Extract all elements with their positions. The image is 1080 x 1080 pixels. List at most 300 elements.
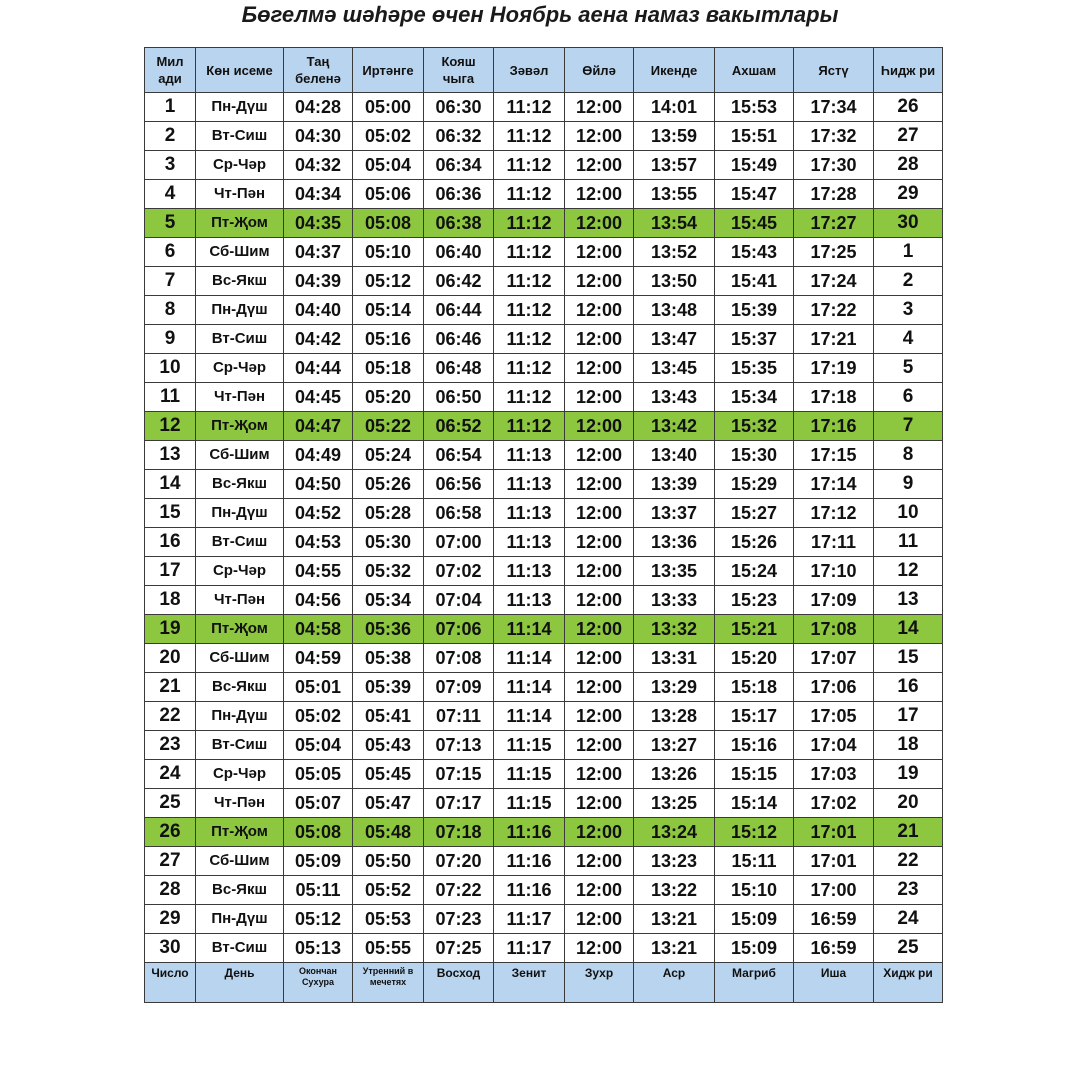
maghrib-time: 15:16 — [715, 731, 794, 760]
morning-prayer-time: 05:06 — [353, 180, 424, 209]
maghrib-time: 15:20 — [715, 644, 794, 673]
hijri-day: 10 — [874, 499, 943, 528]
table-footer-row — [145, 963, 943, 1003]
dhuhr-time: 12:00 — [565, 615, 634, 644]
isha-time: 17:22 — [794, 296, 874, 325]
day-number: 1 — [145, 93, 196, 122]
dhuhr-time: 12:00 — [565, 731, 634, 760]
hijri-day: 6 — [874, 383, 943, 412]
hijri-day: 26 — [874, 93, 943, 122]
sunrise-time: 06:36 — [424, 180, 494, 209]
asr-time: 13:55 — [634, 180, 715, 209]
day-number: 20 — [145, 644, 196, 673]
sunrise-time: 06:56 — [424, 470, 494, 499]
zenith-time: 11:12 — [494, 325, 565, 354]
sunrise-time: 06:52 — [424, 412, 494, 441]
table-body — [145, 93, 943, 963]
morning-prayer-time: 05:43 — [353, 731, 424, 760]
dhuhr-time: 12:00 — [565, 470, 634, 499]
day-number: 30 — [145, 934, 196, 963]
footer-cell: Восход — [424, 963, 494, 1003]
hijri-day: 9 — [874, 470, 943, 499]
day-name: Вс-Якш — [196, 267, 284, 296]
table-row — [145, 151, 943, 180]
table-row — [145, 847, 943, 876]
dhuhr-time: 12:00 — [565, 383, 634, 412]
sahur-end-time: 05:02 — [284, 702, 353, 731]
table-row — [145, 180, 943, 209]
maghrib-time: 15:23 — [715, 586, 794, 615]
sahur-end-time: 05:11 — [284, 876, 353, 905]
asr-time: 13:22 — [634, 876, 715, 905]
isha-time: 17:27 — [794, 209, 874, 238]
day-number: 17 — [145, 557, 196, 586]
dhuhr-time: 12:00 — [565, 296, 634, 325]
maghrib-time: 15:45 — [715, 209, 794, 238]
isha-time: 17:18 — [794, 383, 874, 412]
sunrise-time: 07:23 — [424, 905, 494, 934]
isha-time: 17:34 — [794, 93, 874, 122]
sahur-end-time: 05:08 — [284, 818, 353, 847]
maghrib-time: 15:09 — [715, 905, 794, 934]
asr-time: 13:43 — [634, 383, 715, 412]
prayer-times-table — [144, 47, 943, 1003]
hijri-day: 19 — [874, 760, 943, 789]
dhuhr-time: 12:00 — [565, 528, 634, 557]
day-number: 15 — [145, 499, 196, 528]
sahur-end-time: 04:47 — [284, 412, 353, 441]
maghrib-time: 15:41 — [715, 267, 794, 296]
dhuhr-time: 12:00 — [565, 644, 634, 673]
footer-cell: Магриб — [715, 963, 794, 1003]
isha-time: 17:10 — [794, 557, 874, 586]
sahur-end-time: 04:30 — [284, 122, 353, 151]
sahur-end-time: 04:28 — [284, 93, 353, 122]
asr-time: 13:37 — [634, 499, 715, 528]
day-number: 6 — [145, 238, 196, 267]
asr-time: 13:21 — [634, 905, 715, 934]
sahur-end-time: 04:44 — [284, 354, 353, 383]
asr-time: 13:50 — [634, 267, 715, 296]
hijri-day: 11 — [874, 528, 943, 557]
zenith-time: 11:15 — [494, 760, 565, 789]
sunrise-time: 07:25 — [424, 934, 494, 963]
zenith-time: 11:14 — [494, 702, 565, 731]
zenith-time: 11:16 — [494, 818, 565, 847]
table-row — [145, 557, 943, 586]
header-cell: Иртәнге — [353, 48, 424, 93]
table-row — [145, 122, 943, 151]
hijri-day: 2 — [874, 267, 943, 296]
zenith-time: 11:14 — [494, 615, 565, 644]
table-row — [145, 209, 943, 238]
isha-time: 17:01 — [794, 818, 874, 847]
sahur-end-time: 04:39 — [284, 267, 353, 296]
day-name: Пн-Дүш — [196, 93, 284, 122]
sunrise-time: 06:42 — [424, 267, 494, 296]
morning-prayer-time: 05:10 — [353, 238, 424, 267]
morning-prayer-time: 05:00 — [353, 93, 424, 122]
zenith-time: 11:17 — [494, 905, 565, 934]
footer-cell: Зухр — [565, 963, 634, 1003]
table-row — [145, 238, 943, 267]
sunrise-time: 06:40 — [424, 238, 494, 267]
day-number: 9 — [145, 325, 196, 354]
sunrise-time: 07:17 — [424, 789, 494, 818]
isha-time: 17:32 — [794, 122, 874, 151]
day-name: Вт-Сиш — [196, 731, 284, 760]
header-cell: Кояш чыга — [424, 48, 494, 93]
morning-prayer-time: 05:22 — [353, 412, 424, 441]
maghrib-time: 15:24 — [715, 557, 794, 586]
day-name: Пт-Җом — [196, 209, 284, 238]
maghrib-time: 15:12 — [715, 818, 794, 847]
day-number: 26 — [145, 818, 196, 847]
day-name: Сб-Шим — [196, 644, 284, 673]
dhuhr-time: 12:00 — [565, 557, 634, 586]
sunrise-time: 06:50 — [424, 383, 494, 412]
zenith-time: 11:13 — [494, 499, 565, 528]
isha-time: 16:59 — [794, 905, 874, 934]
header-cell: Ахшам — [715, 48, 794, 93]
table-row — [145, 499, 943, 528]
header-cell: Өйлә — [565, 48, 634, 93]
day-name: Пт-Җом — [196, 412, 284, 441]
sunrise-time: 07:00 — [424, 528, 494, 557]
sunrise-time: 07:11 — [424, 702, 494, 731]
morning-prayer-time: 05:24 — [353, 441, 424, 470]
zenith-time: 11:12 — [494, 122, 565, 151]
asr-time: 13:31 — [634, 644, 715, 673]
hijri-day: 1 — [874, 238, 943, 267]
asr-time: 13:35 — [634, 557, 715, 586]
maghrib-time: 15:34 — [715, 383, 794, 412]
sahur-end-time: 04:37 — [284, 238, 353, 267]
sunrise-time: 06:58 — [424, 499, 494, 528]
day-number: 10 — [145, 354, 196, 383]
hijri-day: 8 — [874, 441, 943, 470]
day-name: Сб-Шим — [196, 441, 284, 470]
zenith-time: 11:13 — [494, 586, 565, 615]
morning-prayer-time: 05:52 — [353, 876, 424, 905]
isha-time: 17:28 — [794, 180, 874, 209]
day-name: Вс-Якш — [196, 470, 284, 499]
day-name: Чт-Пән — [196, 180, 284, 209]
isha-time: 17:24 — [794, 267, 874, 296]
day-name: Пн-Дүш — [196, 702, 284, 731]
morning-prayer-time: 05:48 — [353, 818, 424, 847]
hijri-day: 12 — [874, 557, 943, 586]
day-name: Ср-Чәр — [196, 760, 284, 789]
morning-prayer-time: 05:38 — [353, 644, 424, 673]
isha-time: 17:15 — [794, 441, 874, 470]
morning-prayer-time: 05:34 — [353, 586, 424, 615]
maghrib-time: 15:10 — [715, 876, 794, 905]
isha-time: 17:09 — [794, 586, 874, 615]
asr-time: 13:23 — [634, 847, 715, 876]
sunrise-time: 06:44 — [424, 296, 494, 325]
maghrib-time: 15:15 — [715, 760, 794, 789]
sahur-end-time: 04:53 — [284, 528, 353, 557]
asr-time: 13:52 — [634, 238, 715, 267]
asr-time: 13:24 — [634, 818, 715, 847]
day-number: 12 — [145, 412, 196, 441]
hijri-day: 21 — [874, 818, 943, 847]
morning-prayer-time: 05:32 — [353, 557, 424, 586]
dhuhr-time: 12:00 — [565, 180, 634, 209]
hijri-day: 14 — [874, 615, 943, 644]
dhuhr-time: 12:00 — [565, 789, 634, 818]
dhuhr-time: 12:00 — [565, 934, 634, 963]
dhuhr-time: 12:00 — [565, 499, 634, 528]
sahur-end-time: 04:34 — [284, 180, 353, 209]
morning-prayer-time: 05:55 — [353, 934, 424, 963]
sunrise-time: 06:38 — [424, 209, 494, 238]
table-row — [145, 934, 943, 963]
isha-time: 17:19 — [794, 354, 874, 383]
morning-prayer-time: 05:28 — [353, 499, 424, 528]
day-number: 11 — [145, 383, 196, 412]
isha-time: 17:25 — [794, 238, 874, 267]
table-row — [145, 325, 943, 354]
maghrib-time: 15:35 — [715, 354, 794, 383]
maghrib-time: 15:26 — [715, 528, 794, 557]
hijri-day: 18 — [874, 731, 943, 760]
hijri-day: 30 — [874, 209, 943, 238]
hijri-day: 4 — [874, 325, 943, 354]
table-row — [145, 412, 943, 441]
zenith-time: 11:12 — [494, 209, 565, 238]
zenith-time: 11:12 — [494, 267, 565, 296]
day-name: Вс-Якш — [196, 673, 284, 702]
isha-time: 17:06 — [794, 673, 874, 702]
footer-cell: Окончан Сухура — [284, 963, 353, 1003]
morning-prayer-time: 05:53 — [353, 905, 424, 934]
header-cell: Таң беленә — [284, 48, 353, 93]
maghrib-time: 15:53 — [715, 93, 794, 122]
morning-prayer-time: 05:08 — [353, 209, 424, 238]
asr-time: 13:28 — [634, 702, 715, 731]
day-number: 25 — [145, 789, 196, 818]
zenith-time: 11:13 — [494, 557, 565, 586]
day-name: Пт-Җом — [196, 615, 284, 644]
zenith-time: 11:13 — [494, 528, 565, 557]
zenith-time: 11:16 — [494, 847, 565, 876]
table-row — [145, 354, 943, 383]
maghrib-time: 15:43 — [715, 238, 794, 267]
footer-cell: Число — [145, 963, 196, 1003]
footer-cell: Утренний в мечетях — [353, 963, 424, 1003]
isha-time: 17:16 — [794, 412, 874, 441]
asr-time: 13:42 — [634, 412, 715, 441]
sahur-end-time: 05:01 — [284, 673, 353, 702]
isha-time: 17:02 — [794, 789, 874, 818]
maghrib-time: 15:21 — [715, 615, 794, 644]
day-number: 19 — [145, 615, 196, 644]
zenith-time: 11:14 — [494, 673, 565, 702]
table-row — [145, 441, 943, 470]
header-cell: Ястү — [794, 48, 874, 93]
footer-cell: Зенит — [494, 963, 565, 1003]
sunrise-time: 07:22 — [424, 876, 494, 905]
table-row — [145, 528, 943, 557]
zenith-time: 11:15 — [494, 789, 565, 818]
morning-prayer-time: 05:41 — [353, 702, 424, 731]
hijri-day: 17 — [874, 702, 943, 731]
table-row — [145, 296, 943, 325]
dhuhr-time: 12:00 — [565, 325, 634, 354]
table-row — [145, 905, 943, 934]
day-name: Ср-Чәр — [196, 151, 284, 180]
day-name: Сб-Шим — [196, 847, 284, 876]
header-cell: Зәвәл — [494, 48, 565, 93]
zenith-time: 11:12 — [494, 151, 565, 180]
dhuhr-time: 12:00 — [565, 876, 634, 905]
day-number: 2 — [145, 122, 196, 151]
hijri-day: 5 — [874, 354, 943, 383]
maghrib-time: 15:27 — [715, 499, 794, 528]
zenith-time: 11:17 — [494, 934, 565, 963]
maghrib-time: 15:51 — [715, 122, 794, 151]
table-row — [145, 93, 943, 122]
footer-cell: День — [196, 963, 284, 1003]
maghrib-time: 15:11 — [715, 847, 794, 876]
sahur-end-time: 05:13 — [284, 934, 353, 963]
sunrise-time: 06:30 — [424, 93, 494, 122]
dhuhr-time: 12:00 — [565, 905, 634, 934]
maghrib-time: 15:49 — [715, 151, 794, 180]
sunrise-time: 06:48 — [424, 354, 494, 383]
hijri-day: 3 — [874, 296, 943, 325]
sahur-end-time: 05:12 — [284, 905, 353, 934]
morning-prayer-time: 05:50 — [353, 847, 424, 876]
sunrise-time: 07:02 — [424, 557, 494, 586]
header-cell: Һидж ри — [874, 48, 943, 93]
zenith-time: 11:12 — [494, 354, 565, 383]
maghrib-time: 15:37 — [715, 325, 794, 354]
header-cell: Мил ади — [145, 48, 196, 93]
day-number: 16 — [145, 528, 196, 557]
isha-time: 17:12 — [794, 499, 874, 528]
dhuhr-time: 12:00 — [565, 702, 634, 731]
day-number: 8 — [145, 296, 196, 325]
hijri-day: 24 — [874, 905, 943, 934]
hijri-day: 28 — [874, 151, 943, 180]
page-title: Бөгелмә шәһәре өчен Ноябрь аена намаз вакытлары — [241, 2, 839, 27]
day-number: 13 — [145, 441, 196, 470]
day-number: 24 — [145, 760, 196, 789]
table-header-row — [145, 48, 943, 93]
sahur-end-time: 04:50 — [284, 470, 353, 499]
zenith-time: 11:12 — [494, 93, 565, 122]
table-row — [145, 673, 943, 702]
sahur-end-time: 04:42 — [284, 325, 353, 354]
dhuhr-time: 12:00 — [565, 209, 634, 238]
day-name: Вт-Сиш — [196, 528, 284, 557]
day-name: Вт-Сиш — [196, 122, 284, 151]
dhuhr-time: 12:00 — [565, 354, 634, 383]
morning-prayer-time: 05:16 — [353, 325, 424, 354]
maghrib-time: 15:47 — [715, 180, 794, 209]
day-name: Ср-Чәр — [196, 557, 284, 586]
hijri-day: 27 — [874, 122, 943, 151]
day-number: 21 — [145, 673, 196, 702]
isha-time: 17:05 — [794, 702, 874, 731]
asr-time: 13:59 — [634, 122, 715, 151]
hijri-day: 7 — [874, 412, 943, 441]
isha-time: 17:30 — [794, 151, 874, 180]
table-row — [145, 818, 943, 847]
asr-time: 13:27 — [634, 731, 715, 760]
dhuhr-time: 12:00 — [565, 760, 634, 789]
day-number: 29 — [145, 905, 196, 934]
sahur-end-time: 04:35 — [284, 209, 353, 238]
dhuhr-time: 12:00 — [565, 267, 634, 296]
dhuhr-time: 12:00 — [565, 122, 634, 151]
isha-time: 17:04 — [794, 731, 874, 760]
dhuhr-time: 12:00 — [565, 412, 634, 441]
day-name: Вс-Якш — [196, 876, 284, 905]
maghrib-time: 15:17 — [715, 702, 794, 731]
day-number: 5 — [145, 209, 196, 238]
day-name: Ср-Чәр — [196, 354, 284, 383]
sunrise-time: 06:46 — [424, 325, 494, 354]
maghrib-time: 15:39 — [715, 296, 794, 325]
morning-prayer-time: 05:39 — [353, 673, 424, 702]
dhuhr-time: 12:00 — [565, 151, 634, 180]
hijri-day: 13 — [874, 586, 943, 615]
sahur-end-time: 04:59 — [284, 644, 353, 673]
asr-time: 13:29 — [634, 673, 715, 702]
day-name: Чт-Пән — [196, 586, 284, 615]
dhuhr-time: 12:00 — [565, 93, 634, 122]
table-row — [145, 789, 943, 818]
isha-time: 17:07 — [794, 644, 874, 673]
day-name: Чт-Пән — [196, 789, 284, 818]
maghrib-time: 15:18 — [715, 673, 794, 702]
sunrise-time: 07:06 — [424, 615, 494, 644]
maghrib-time: 15:32 — [715, 412, 794, 441]
morning-prayer-time: 05:45 — [353, 760, 424, 789]
zenith-time: 11:12 — [494, 180, 565, 209]
sahur-end-time: 05:07 — [284, 789, 353, 818]
sunrise-time: 07:08 — [424, 644, 494, 673]
day-name: Пн-Дүш — [196, 499, 284, 528]
day-number: 27 — [145, 847, 196, 876]
zenith-time: 11:12 — [494, 296, 565, 325]
table-row — [145, 615, 943, 644]
sahur-end-time: 04:58 — [284, 615, 353, 644]
table-row — [145, 876, 943, 905]
zenith-time: 11:12 — [494, 238, 565, 267]
hijri-day: 23 — [874, 876, 943, 905]
asr-time: 13:25 — [634, 789, 715, 818]
sahur-end-time: 05:04 — [284, 731, 353, 760]
day-number: 22 — [145, 702, 196, 731]
dhuhr-time: 12:00 — [565, 673, 634, 702]
day-number: 4 — [145, 180, 196, 209]
zenith-time: 11:14 — [494, 644, 565, 673]
day-number: 23 — [145, 731, 196, 760]
hijri-day: 15 — [874, 644, 943, 673]
table-row — [145, 383, 943, 412]
sahur-end-time: 04:55 — [284, 557, 353, 586]
sahur-end-time: 04:56 — [284, 586, 353, 615]
table-row — [145, 760, 943, 789]
asr-time: 13:40 — [634, 441, 715, 470]
sahur-end-time: 04:49 — [284, 441, 353, 470]
isha-time: 17:11 — [794, 528, 874, 557]
